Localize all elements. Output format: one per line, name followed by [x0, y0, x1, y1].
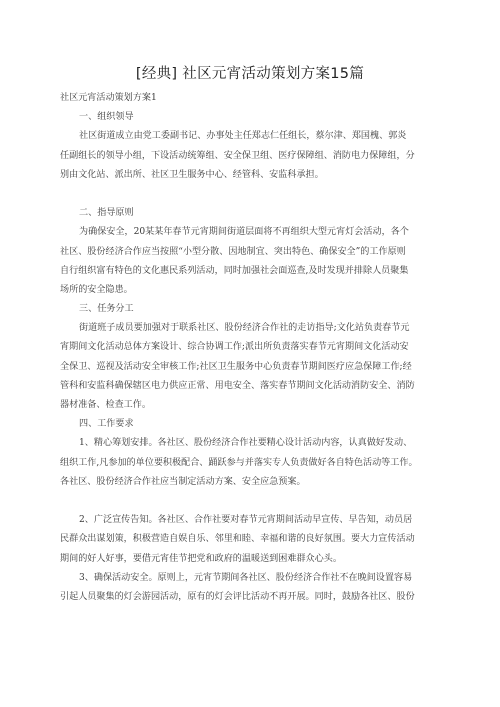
paragraph-line: 各社区、股份经济合作社应当制定活动方案、安全应急预案。	[60, 476, 306, 487]
section-heading: 四、工作要求	[79, 419, 134, 430]
paragraph-line: 期间的好人好事，要借元宵佳节把党和政府的温暖送到困难群众心头。	[60, 553, 342, 564]
paragraph-line: 社区街道成立由党工委副书记、办事处主任郑志仁任组长，蔡尔津、郑国槐、郭炎	[79, 131, 407, 142]
blank-line	[60, 492, 454, 511]
paragraph-line: 别由文化站、派出所、社区卫生服务中心、经管科、安监科承担。	[60, 169, 324, 180]
paragraph-line: 社区、股份经济合作应当按照“小型分散、因地制宜、突出特色、确保安全”的工作原则	[60, 246, 406, 257]
paragraph-line: 2、广泛宣传告知。各社区、合作社要对春节元宵期间活动早宣传、早告知，动员居	[79, 515, 413, 526]
paragraph-line: 为确保安全，20某某年春节元宵期间街道层面将不再组织大型元宵灯会活动，各个	[79, 227, 409, 238]
section-heading: 三、任务分工	[79, 304, 134, 315]
paragraph-line: 自行组织富有特色的文化惠民系列活动，同时加强社会面巡查,及时发现并排除人员聚集	[60, 265, 409, 276]
paragraph-line: 街道班子成员要加强对于联系社区、股份经济合作社的走访指导;文化站负责春节元	[79, 323, 410, 334]
paragraph-line: 器材准备、检查工作。	[60, 400, 151, 410]
document-body	[60, 89, 454, 607]
paragraph-line: 任副组长的领导小组，下设活动统筹组、安全保卫组、医疗保障组、消防电力保障组，分	[60, 150, 415, 161]
paragraph-line: 场所的安全隐患。	[60, 284, 133, 295]
paragraph-line: 管科和安监科确保辖区电力供应正常、用电安全、落实春节期间文化活动消防安全、消防	[60, 380, 415, 391]
blank-line	[60, 185, 454, 204]
paragraph-line: 3、确保活动安全。原则上，元宵节期间各社区、股份经济合作社不在晚间设置容易	[79, 572, 413, 583]
paragraph-line: 1、精心筹划安排。各社区、股份经济合作社要精心设计活动内容，认真做好发动、	[79, 438, 413, 449]
document-subtitle: 社区元宵活动策划方案1	[60, 93, 157, 103]
document-title: [经典] 社区元宵活动策划方案15篇	[135, 66, 365, 82]
paragraph-line: 民群众出谋划策，积极营造自娱自乐、邻里和睦、幸福和谐的良好氛围。要大力宣传活动	[60, 534, 415, 545]
paragraph-line: 组织工作,凡参加的单位要积极配合、踊跃参与并落实专人负责做好各自特色活动等工作。	[60, 457, 418, 468]
section-heading: 一、组织领导	[79, 112, 134, 123]
paragraph-line: 全保卫、巡视及活动安全审核工作;社区卫生服务中心负责春节期间医疗应急保障工作;经	[60, 361, 412, 372]
section-heading: 二、指导原则	[79, 208, 134, 219]
paragraph-line: 引起人员聚集的灯会游园活动，原有的灯会评比活动不再开展。同时，鼓励各社区、股份	[60, 591, 415, 602]
paragraph-line: 宵期间文化活动总体方案设计、综合协调工作;派出所负责落实春节元宵期间文化活动安	[60, 342, 409, 353]
